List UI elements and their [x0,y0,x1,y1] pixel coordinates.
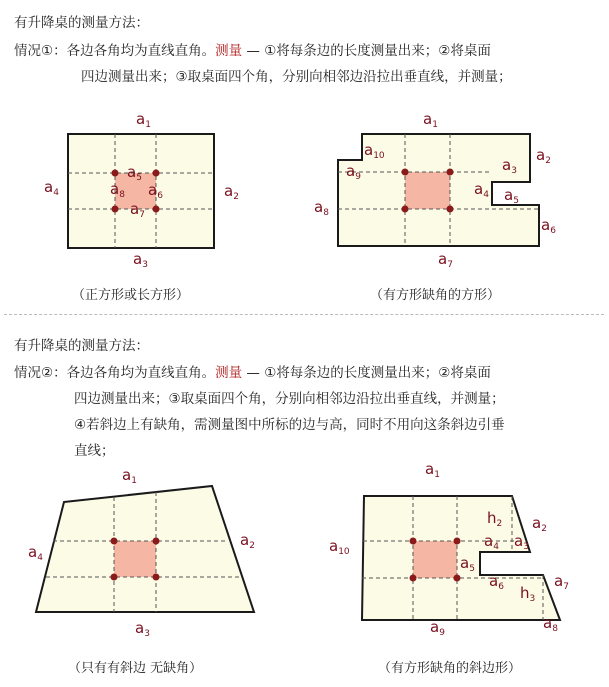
diagram-slanted-quad [28,466,255,676]
label-d1-a4: $a_4$ [44,178,59,198]
caption-d1: （正方形或长方形） [72,288,190,303]
section2-line2: 四边测量出来；③取桌面四个角，分别向相邻边沿拉出垂直线，并测量； [74,391,505,407]
label-d1-a1: $a_1$ [136,110,151,130]
label-d2-a8: $a_8$ [314,198,329,218]
label-d2-a2: $a_2$ [536,146,551,166]
diagram-slanted-notched [329,460,569,676]
label-d2-a10: $a_{10}$ [364,141,385,161]
section2-line1-prefix: 情况②：各边各角均为直线直角。 [14,365,216,381]
section1-line1-suffix: — ①将每条边的长度测量出来；②将桌面 [242,43,491,59]
label-d1-a2: $a_2$ [224,182,239,202]
diagram-rectangle [44,110,239,303]
notched-center-area [405,172,450,209]
label-d1-a3: $a_3$ [133,250,148,270]
label-d2-a9: $a_9$ [346,162,361,182]
label-d2-a6: $a_6$ [541,216,556,236]
label-d3-a3: $a_3$ [135,619,150,639]
section2-line1-suffix: — ①将每条边的长度测量出来；②将桌面 [242,365,491,381]
label-d4-a9: $a_9$ [430,618,445,638]
section2-line3: ④若斜边上有缺角，需测量图中所标的边与高，同时不用向这条斜边引垂 [74,417,505,433]
label-d4-a3: $a_3$ [514,532,529,552]
label-d4-a8: $a_8$ [543,614,558,634]
label-d1-a7: $a_7$ [130,200,145,220]
label-d4-a4: $a_4$ [484,532,499,552]
label-d3-a2: $a_2$ [240,531,255,551]
section1-line2: 四边测量出来；③取桌面四个角，分别向相邻边沿拉出垂直线，并测量； [81,69,512,85]
label-d3-a1: $a_1$ [122,466,137,486]
label-d2-a1: $a_1$ [423,110,438,130]
quad-center-area [114,541,156,577]
slanted-notched-center-area [413,541,457,578]
section2-line1-highlight: 测量 [215,365,243,381]
section1-line1-prefix: 情况①：各边各角均为直线直角。 [14,43,216,59]
label-d4-a2: $a_2$ [532,514,547,534]
caption-d4: （有方形缺角的斜边形） [378,661,522,676]
label-d4-a1: $a_1$ [425,460,440,480]
label-d4-a7: $a_7$ [554,572,569,592]
label-d1-a5: $a_5$ [127,163,142,183]
label-d1-a6: $a_6$ [148,181,163,201]
label-d4-h3: $h_3$ [520,584,536,604]
label-d2-a7: $a_7$ [438,250,453,270]
diagram-notched-rectangle [314,110,556,303]
label-d2-a3: $a_3$ [502,156,517,176]
section1-line1-highlight: 测量 [215,43,243,59]
label-d4-a10: $a_{10}$ [329,537,350,557]
label-d1-a8: $a_8$ [110,180,125,200]
caption-d3: （只有有斜边 无缺角） [68,661,203,676]
label-d4-a5: $a_5$ [460,554,475,574]
label-d3-a4: $a_4$ [28,543,43,563]
section2-title: 有升降桌的测量方法： [14,338,149,354]
label-d2-a5: $a_5$ [504,186,519,206]
label-d4-a6: $a_6$ [489,572,504,592]
label-d4-h2: $h_2$ [487,509,503,529]
label-d2-a4: $a_4$ [474,180,489,200]
caption-d2: （有方形缺角的方形） [370,288,501,303]
section1-title: 有升降桌的测量方法： [14,15,149,31]
section2-line4: 直线； [74,443,115,459]
